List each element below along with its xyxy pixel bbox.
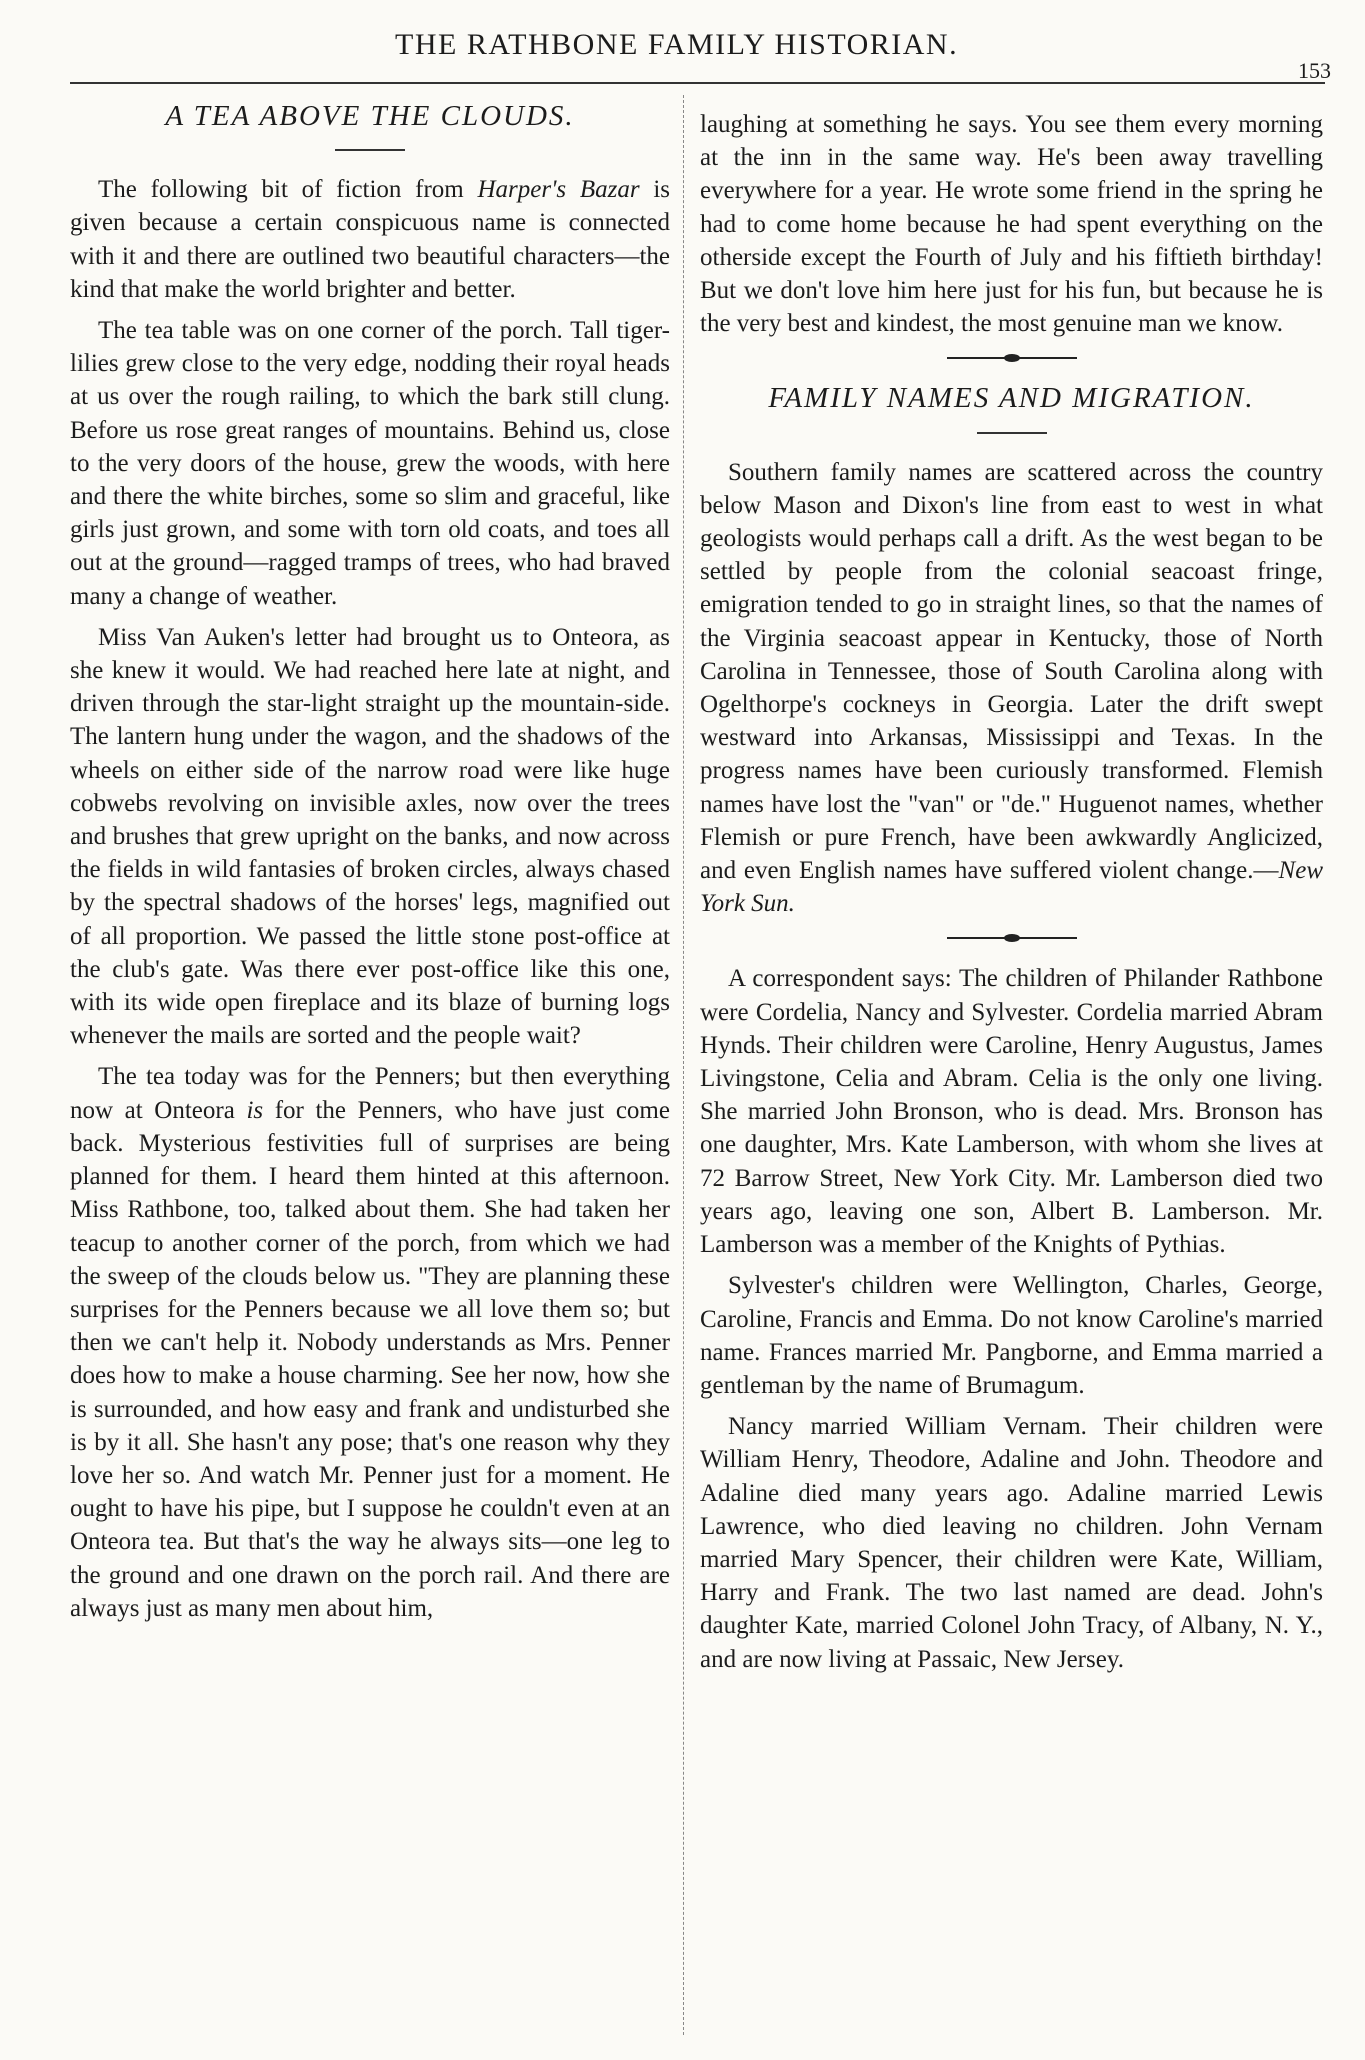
running-title: THE RATHBONE FAMILY HISTORIAN.	[395, 28, 959, 61]
column-divider	[683, 95, 684, 2035]
correspondent-paragraph-2: Sylvester's children were Wellington, Charles, George, Caroline, Francis and Emma. Do not know Caroline's married name. Frances married Mr. Pangborne, and Emma married a gentleman by the name of Brumagum.	[700, 1272, 1323, 1399]
tea-paragraph-3: Miss Van Auken's letter had brought us to Onteora, as she knew it would. We had reached here late at night, and driven through the star-light straight up the mountain-side. The lantern hung under the wagon, and the shadows of the wheels on either side of the narrow road were like huge cobwebs revolving on invisible axles, now over the trees and brushes that grew upright on the banks, and now across the fields in wild fantasies of broken circles, always chased by the spectral shadows of the horses' legs, magnified out of all proportion. We passed the little stone post-office at the club's gate. Was there ever post-office like this one, with its wide open fireplace and its blaze of burning logs whenever the mails are sorted and the people wait?	[70, 623, 670, 1050]
tea-paragraph-5: laughing at something he says. You see them every morning at the inn in the same way. He's been away travelling everywhere for a year. He wrote some friend in the spring he had to come home because he had spent everything on the otherside except the Fourth of July and his fiftieth birthday! But we don't love him here just for his fun, but because he is the very best and kindest, the most genuine man we know.	[700, 111, 1323, 338]
page-header	[0, 28, 1365, 83]
header-rule	[70, 82, 1325, 84]
article-title-family-names: FAMILY NAMES AND MIGRATION.	[768, 382, 1255, 415]
ornament-divider	[947, 934, 1077, 942]
tea-paragraph-1: The following bit of fiction from Harper's Bazar is given because a certain conspicuous name is connected with it and there are outlined two beautiful characters—the kind that make the world brighter and better.	[70, 176, 671, 303]
title-rule	[335, 149, 405, 151]
left-column	[70, 100, 670, 1633]
tea-paragraph-4: The tea today was for the Penners; but then everything now at Onteora is for the Penners, who have just come back. Mysterious festivities full of surprises are being planned for them. I heard them hinted at this afternoon. Miss Rathbone, too, talked about them. She had taken her teacup to another corner of the porch, from which we had the sweep of the clouds below us. "They are planning these surprises for the Penners because we all love them so; but then we can't help it. Nobody understands as Mrs. Penner does how to make a house charming. See her now, how she is surrounded, and how easy and frank and undisturbed she is by it all. She hasn't any pose; that's one reason why they love her so. And watch Mr. Penner just for a moment. He ought to have his pipe, but I suppose he couldn't even at an Onteora tea. But that's the way he always sits—one leg to the ground and one drawn on the porch rail. And there are always just as many men about him,	[70, 1063, 670, 1622]
title-rule	[977, 432, 1047, 434]
article-title-tea: A TEA ABOVE THE CLOUDS.	[165, 100, 575, 132]
source-ny-sun: New York Sun.	[700, 857, 1323, 918]
tea-paragraph-2: The tea table was on one corner of the porch. Tall tiger-lilies grew close to the very edge, nodding their royal heads at us over the rough railing, to which the bark still clung. Before us rose great ranges of mountains. Behind us, close to the very doors of the house, grew the woods, with here and there the white birches, some so slim and graceful, like girls just grown, and some with torn old coats, and toes all out at the ground—ragged tramps of trees, who had braved many a change of weather.	[70, 317, 670, 610]
right-column	[700, 108, 1323, 1684]
correspondent-paragraph-3: Nancy married William Vernam. Their children were William Henry, Theodore, Adaline and John. Theodore and Adaline died many years ago. Adaline married Lewis Lawrence, who died leaving no children. John Vernam married Mary Spencer, their children were Kate, William, Harry and Frank. The two last named are dead. John's daughter Kate, married Colonel John Tracy, of Albany, N. Y., and are now living at Passaic, New Jersey.	[700, 1413, 1323, 1673]
page-number: 153	[1298, 58, 1331, 83]
source-harpers: Harper's Bazar	[477, 176, 640, 204]
family-names-paragraph: Southern family names are scattered across the country below Mason and Dixon's line from east to west in what geologists would perhaps call a drift. As the west began to be settled by people from the colonial seacoast fringe, emigration tended to go in straight lines, so that the names of the Virginia seacoast appear in Kentucky, those of North Carolina in Tennessee, those of South Carolina along with Ogelthorpe's cockneys in Georgia. Later the drift swept westward into Arkansas, Mississippi and Texas. In the progress names have been curiously transformed. Flemish names have lost the "van" or "de." Huguenot names, whether Flemish or pure French, have been awkwardly Anglicized, and even English names have suffered violent change.—New York Sun.	[700, 458, 1323, 918]
ornament-divider	[947, 354, 1077, 362]
correspondent-paragraph-1: A correspondent says: The children of Philander Rathbone were Cordelia, Nancy and Sylvester. Cordelia married Abram Hynds. Their children were Caroline, Henry Augustus, James Livingstone, Celia and Abram. Celia is the only one living. She married John Bronson, who is dead. Mrs. Bronson has one daughter, Mrs. Kate Lamberson, with whom she lives at 72 Barrow Street, New York City. Mr. Lamberson died two years ago, leaving one son, Albert B. Lamberson. Mr. Lamberson was a member of the Knights of Pythias.	[700, 965, 1323, 1259]
